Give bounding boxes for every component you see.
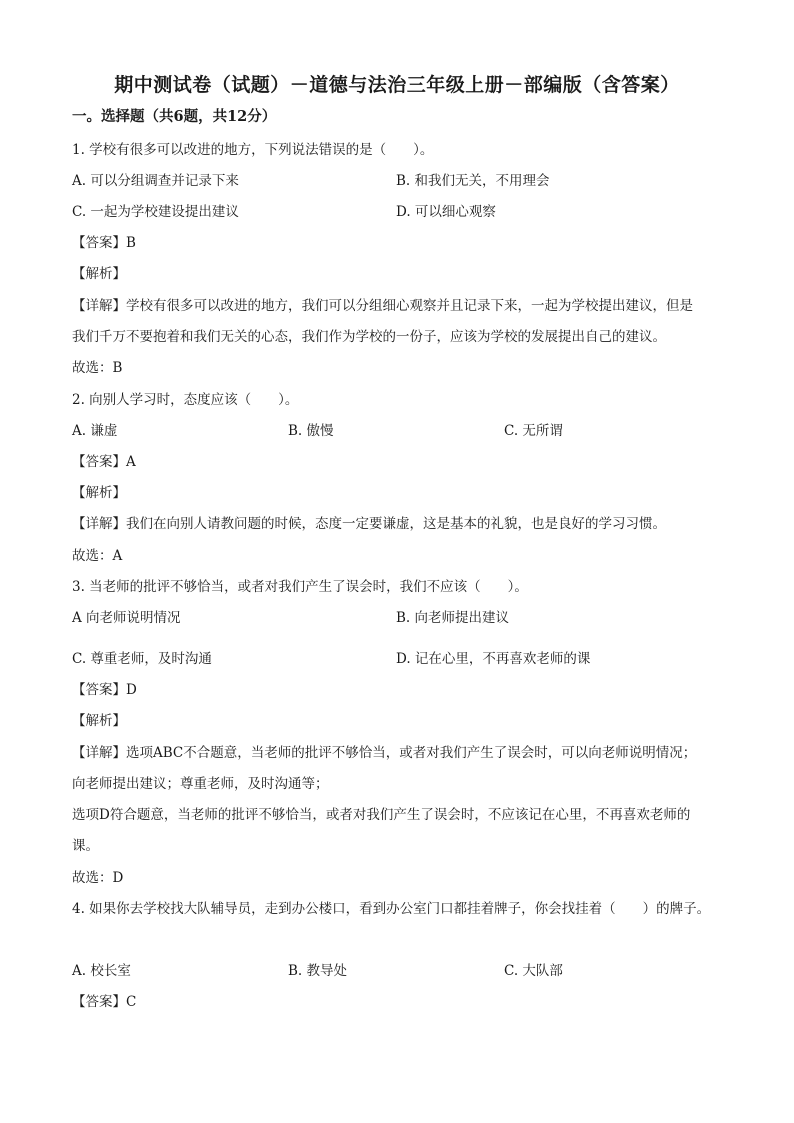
q3-option-a: A 向老师说明情况 <box>72 610 181 626</box>
q3-analysis-label: 【解析】 <box>72 713 126 729</box>
q4-option-a: A. 校长室 <box>72 963 131 979</box>
question-4-stem: 4. 如果你去学校找大队辅导员，走到办公楼口，看到办公室门口都挂着牌子，你会找挂着（ ）的牌子。 <box>72 901 711 917</box>
q2-choice: 故选：A <box>72 548 123 564</box>
q1-option-c: C. 一起为学校建设提出建议 <box>72 204 239 220</box>
q3-option-d: D. 记在心里，不再喜欢老师的课 <box>396 651 591 667</box>
q1-choice: 故选：B <box>72 360 123 376</box>
q4-option-c: C. 大队部 <box>504 963 563 979</box>
q1-option-d: D. 可以细心观察 <box>396 204 496 220</box>
question-2-stem: 2. 向别人学习时，态度应该（ ）。 <box>72 392 299 408</box>
q4-answer: 【答案】C <box>72 994 137 1010</box>
q3-option-b: B. 向老师提出建议 <box>396 610 510 626</box>
q2-analysis-label: 【解析】 <box>72 485 126 501</box>
q1-option-b: B. 和我们无关，不用理会 <box>396 173 550 189</box>
q3-detail-line-1: 【详解】选项ABC不合题意，当老师的批评不够恰当，或者对我们产生了误会时，可以向老师说明情况； <box>72 745 697 761</box>
q3-detail-line-3: 选项D符合题意，当老师的批评不够恰当，或者对我们产生了误会时，不应该记在心里，不再喜欢老师的 <box>72 807 691 823</box>
question-3-stem: 3. 当老师的批评不够恰当，或者对我们产生了误会时，我们不应该（ ）。 <box>72 579 528 595</box>
q2-answer: 【答案】A <box>72 454 136 470</box>
q1-option-a: A. 可以分组调查并记录下来 <box>72 173 239 189</box>
q3-detail-line-4: 课。 <box>72 838 99 854</box>
q2-option-b: B. 傲慢 <box>288 423 334 439</box>
q1-detail-line-1: 【详解】学校有很多可以改进的地方，我们可以分组细心观察并且记录下来，一起为学校提出建议，但是 <box>72 298 693 314</box>
q4-option-b: B. 教导处 <box>288 963 348 979</box>
document-title: 期中测试卷（试题）－道德与法治三年级上册－部编版（含答案） <box>114 74 680 96</box>
section-heading: 一。选择题（共6题，共12分） <box>72 108 277 125</box>
q3-detail-line-2: 向老师提出建议；尊重老师，及时沟通等； <box>72 776 329 792</box>
q3-option-c: C. 尊重老师，及时沟通 <box>72 651 212 667</box>
q3-choice: 故选：D <box>72 870 124 886</box>
q2-detail-line-1: 【详解】我们在向别人请教问题的时候，态度一定要谦虚，这是基本的礼貌，也是良好的学习习惯。 <box>72 516 666 532</box>
q3-answer: 【答案】D <box>72 682 137 698</box>
q1-detail-line-2: 我们千万不要抱着和我们无关的心态，我们作为学校的一份子，应该为学校的发展提出自己的建议。 <box>72 329 666 345</box>
q2-option-c: C. 无所谓 <box>504 423 563 439</box>
q2-option-a: A. 谦虚 <box>72 423 118 439</box>
question-1-stem: 1. 学校有很多可以改进的地方，下列说法错误的是（ ）。 <box>72 142 434 158</box>
q1-answer: 【答案】B <box>72 235 136 251</box>
q1-analysis-label: 【解析】 <box>72 266 126 282</box>
